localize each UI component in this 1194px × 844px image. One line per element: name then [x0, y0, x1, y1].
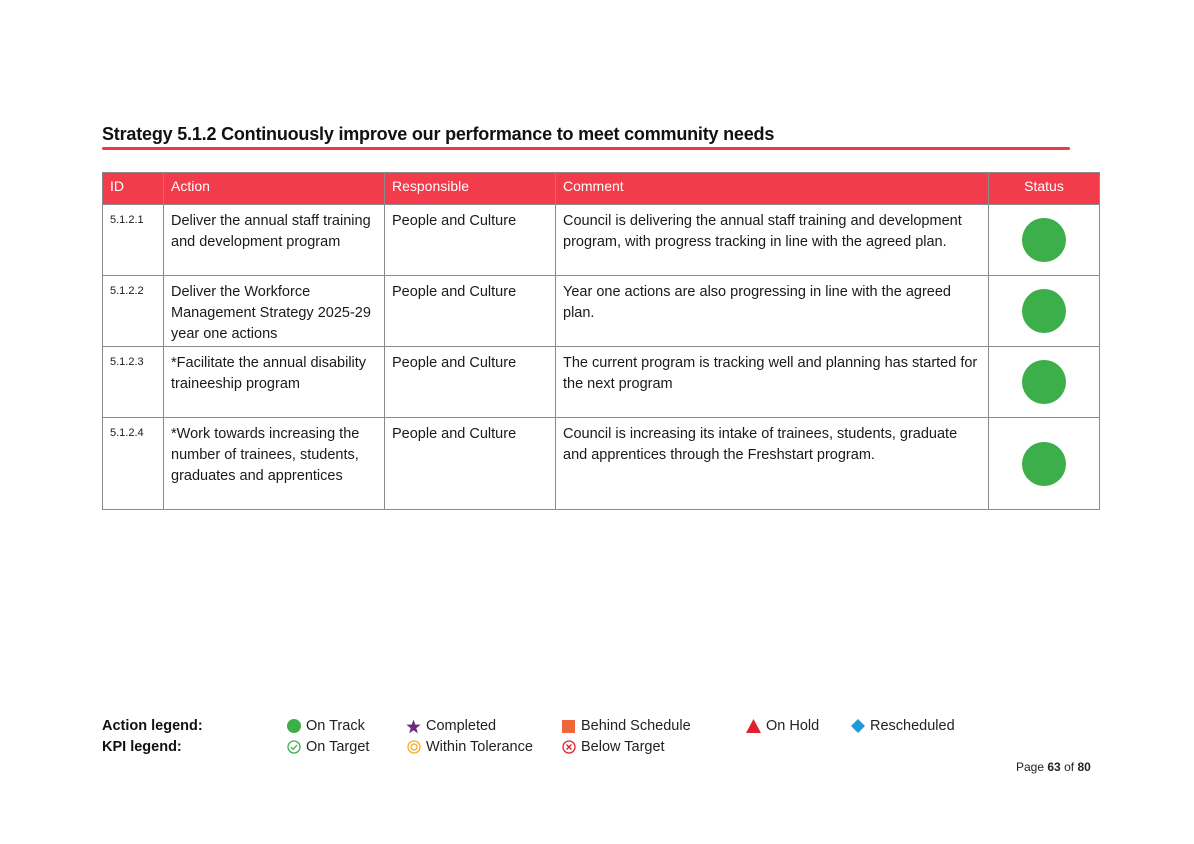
page-total: 80 [1077, 760, 1091, 774]
legend-below-target-label: Below Target [581, 739, 665, 755]
page-prefix: Page [1016, 760, 1045, 774]
row-status [989, 205, 1100, 276]
blue-diamond-icon [850, 719, 865, 734]
purple-star-icon [406, 719, 421, 734]
row-comment: Year one actions are also progressing in line with the agreed plan. [556, 276, 989, 347]
green-check-circle-icon [286, 740, 301, 755]
row-comment: Council is delivering the annual staff training and development program, with progress tracking in line with the agreed plan. [556, 205, 989, 276]
row-id: 5.1.2.1 [103, 205, 164, 276]
table-header-row [103, 173, 1100, 205]
legend-behind-schedule [561, 718, 691, 734]
row-comment: The current program is tracking well and planning has started for the next program [556, 347, 989, 418]
row-responsible: People and Culture [385, 205, 556, 276]
on-track-status-icon [1022, 360, 1066, 404]
table-row [103, 276, 1100, 347]
legend-within-tolerance-label: Within Tolerance [426, 739, 533, 755]
legend-on-hold [746, 718, 819, 734]
page-number [1016, 760, 1091, 774]
legend-behind-schedule-label: Behind Schedule [581, 718, 691, 734]
header-status: Status [989, 173, 1100, 205]
legend-on-target-label: On Target [306, 739, 370, 755]
orange-square-icon [561, 719, 576, 734]
row-action: Deliver the Workforce Management Strategy 2025-29 year one actions [164, 276, 385, 347]
yellow-target-icon [406, 740, 421, 755]
table-row [103, 347, 1100, 418]
legend-below-target [561, 739, 665, 755]
on-track-status-icon [1022, 442, 1066, 486]
row-responsible: People and Culture [385, 347, 556, 418]
legend-on-track-label: On Track [306, 718, 365, 734]
on-track-status-icon [1022, 218, 1066, 262]
page-of: of [1064, 760, 1075, 774]
action-legend-label: Action legend: [102, 718, 203, 734]
row-comment: Council is increasing its intake of trainees, students, graduate and apprentices through the Freshstart program. [556, 418, 989, 510]
heading-underline [102, 147, 1070, 150]
on-track-status-icon [1022, 289, 1066, 333]
row-action: *Work towards increasing the number of trainees, students, graduates and apprentices [164, 418, 385, 510]
strategy-heading: Strategy 5.1.2 Continuously improve our performance to meet community needs [102, 124, 775, 144]
row-status [989, 276, 1100, 347]
row-responsible: People and Culture [385, 276, 556, 347]
table-row [103, 418, 1100, 510]
legend-on-hold-label: On Hold [766, 718, 820, 734]
legend-on-target [286, 739, 369, 755]
red-triangle-icon [746, 719, 761, 734]
row-status [989, 347, 1100, 418]
legend-rescheduled-label: Rescheduled [870, 718, 955, 734]
green-circle-icon [286, 719, 301, 734]
page-current: 63 [1047, 760, 1061, 774]
legend-completed-label: Completed [426, 718, 497, 734]
table-row [103, 205, 1100, 276]
legend-on-track [286, 718, 365, 734]
legend-completed [406, 718, 496, 734]
header-comment: Comment [556, 173, 989, 205]
header-responsible: Responsible [385, 173, 556, 205]
header-action: Action [164, 173, 385, 205]
legend-within-tolerance [406, 739, 533, 755]
red-x-circle-icon [561, 740, 576, 755]
row-id: 5.1.2.4 [103, 418, 164, 510]
row-action: *Facilitate the annual disability traineeship program [164, 347, 385, 418]
row-responsible: People and Culture [385, 418, 556, 510]
header-id: ID [103, 173, 164, 205]
legend-rescheduled [850, 718, 955, 734]
row-id: 5.1.2.2 [103, 276, 164, 347]
actions-table [102, 172, 1100, 510]
row-status [989, 418, 1100, 510]
kpi-legend-label: KPI legend: [102, 739, 182, 755]
row-action: Deliver the annual staff training and development program [164, 205, 385, 276]
row-id: 5.1.2.3 [103, 347, 164, 418]
